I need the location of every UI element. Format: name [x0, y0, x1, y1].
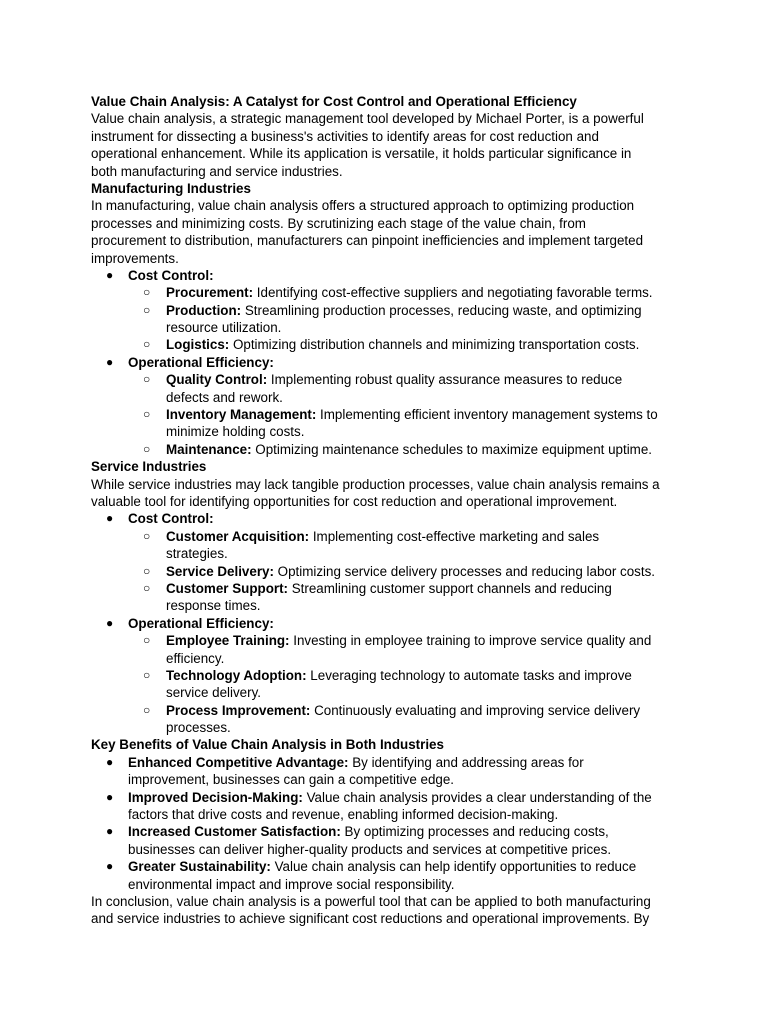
sub-list-item [91, 302, 691, 319]
item-text: Continuously evaluating and improving service delivery [310, 702, 641, 718]
item-label: Production: [166, 302, 242, 318]
list-item-label: Operational Efficiency: [128, 354, 274, 370]
item-text: Leveraging technology to automate tasks and improve [306, 667, 632, 683]
bullet-icon: ● [106, 754, 114, 769]
bullet-icon: ● [106, 615, 114, 630]
intro-line: instrument for dissecting a business's activities to identify areas for cost reduction and [91, 128, 599, 144]
item-label: Employee Training: [166, 633, 290, 649]
sub-list-item-continued: response times. [166, 598, 261, 614]
bullet-icon: ● [106, 789, 114, 804]
bullet-icon: ● [106, 267, 114, 282]
item-label: Service Delivery: [166, 563, 274, 579]
item-text: Implementing robust quality assurance measures to reduce [267, 372, 623, 388]
paragraph-line: processes and minimizing costs. By scrutinizing each stage of the value chain, from [91, 215, 586, 231]
item-text: Investing in employee training to improve service quality and [289, 633, 652, 649]
circle-bullet-icon: ○ [143, 667, 151, 682]
circle-bullet-icon: ○ [143, 407, 151, 422]
item-text: Value chain analysis can help identify opportunities to reduce [270, 859, 637, 875]
item-text: Optimizing maintenance schedules to maximize equipment uptime. [251, 441, 653, 457]
circle-bullet-icon: ○ [143, 285, 151, 300]
paragraph-line: improvements. [91, 250, 179, 266]
item-text: Implementing efficient inventory management systems to [316, 407, 658, 423]
item-label: Greater Sustainability: [128, 859, 271, 875]
item-label: Improved Decision-Making: [128, 789, 303, 805]
circle-bullet-icon: ○ [143, 441, 151, 456]
circle-bullet-icon: ○ [143, 337, 151, 352]
item-label: Enhanced Competitive Advantage: [128, 754, 349, 770]
sub-list-item-continued: defects and rework. [166, 389, 283, 405]
item-text: Value chain analysis provides a clear understanding of the [302, 789, 652, 805]
section-heading-benefits: Key Benefits of Value Chain Analysis in Both Industries [91, 737, 444, 753]
circle-bullet-icon: ○ [143, 302, 151, 317]
circle-bullet-icon: ○ [143, 563, 151, 578]
sub-list-item [91, 406, 691, 423]
item-text: By optimizing processes and reducing costs, [340, 824, 609, 840]
list-item [91, 267, 691, 284]
list-item [91, 789, 691, 806]
circle-bullet-icon: ○ [143, 580, 151, 595]
list-item-continued: factors that drive costs and revenue, enabling informed decision-making. [128, 807, 559, 823]
sub-list-item [91, 371, 691, 388]
item-label: Technology Adoption: [166, 667, 307, 683]
sub-list-item-continued: service delivery. [166, 685, 262, 701]
item-label: Customer Acquisition: [166, 528, 310, 544]
list-item [91, 615, 691, 632]
document-page [91, 93, 691, 928]
circle-bullet-icon: ○ [143, 633, 151, 648]
list-item [91, 823, 691, 840]
item-text: Identifying cost-effective suppliers and negotiating favorable terms. [253, 285, 653, 301]
list-item-label: Operational Efficiency: [128, 615, 274, 631]
sub-list-item-continued: efficiency. [166, 650, 225, 666]
intro-line: both manufacturing and service industries. [91, 163, 343, 179]
conclusion-line: In conclusion, value chain analysis is a powerful tool that can be applied to both manufacturing [91, 893, 651, 909]
list-item-continued: improvement, businesses can gain a competitive edge. [128, 772, 455, 788]
conclusion-line: and service industries to achieve significant cost reductions and operational improvements. By [91, 911, 650, 927]
section-heading-service: Service Industries [91, 459, 207, 475]
document-title: Value Chain Analysis: A Catalyst for Cost Control and Operational Efficiency [91, 94, 577, 109]
bullet-icon: ● [106, 511, 114, 526]
list-item [91, 858, 691, 875]
sub-list-item [91, 441, 691, 458]
sub-list-item [91, 563, 691, 580]
item-text: Implementing cost-effective marketing and sales [309, 528, 600, 544]
list-item [91, 754, 691, 771]
sub-list-item [91, 667, 691, 684]
bullet-icon: ● [106, 824, 114, 839]
sub-list-item [91, 336, 691, 353]
intro-line: Value chain analysis, a strategic management tool developed by Michael Porter, is a powerful [91, 111, 644, 127]
item-label: Maintenance: [166, 441, 252, 457]
item-label: Quality Control: [166, 372, 268, 388]
sub-list-item-continued: strategies. [166, 546, 228, 562]
item-label: Process Improvement: [166, 702, 311, 718]
intro-line: operational enhancement. While its application is versatile, it holds particular significance in [91, 146, 632, 162]
paragraph-line: While service industries may lack tangible production processes, value chain analysis remains a [91, 476, 660, 492]
item-label: Inventory Management: [166, 407, 317, 423]
item-label: Procurement: [166, 285, 254, 301]
item-text: Optimizing service delivery processes and reducing labor costs. [273, 563, 656, 579]
circle-bullet-icon: ○ [143, 372, 151, 387]
circle-bullet-icon: ○ [143, 702, 151, 717]
list-item-continued: environmental impact and improve social responsibility. [128, 876, 455, 892]
bullet-icon: ● [106, 859, 114, 874]
bullet-icon: ● [106, 354, 114, 369]
list-item-label: Cost Control: [128, 267, 214, 283]
list-item-label: Cost Control: [128, 511, 214, 527]
paragraph-line: In manufacturing, value chain analysis offers a structured approach to optimizing production [91, 198, 635, 214]
section-heading-manufacturing: Manufacturing Industries [91, 180, 251, 196]
sub-list-item [91, 284, 691, 301]
list-item [91, 354, 691, 371]
sub-list-item-continued: minimize holding costs. [166, 424, 305, 440]
paragraph-line: procurement to distribution, manufacturers can pinpoint inefficiencies and implement targeted [91, 233, 644, 249]
circle-bullet-icon: ○ [143, 528, 151, 543]
sub-list-item [91, 702, 691, 719]
sub-list-item-continued: resource utilization. [166, 320, 282, 336]
item-text: Optimizing distribution channels and minimizing transportation costs. [229, 337, 640, 353]
item-text: Streamlining customer support channels and reducing [288, 580, 612, 596]
item-text: By identifying and addressing areas for [348, 754, 584, 770]
item-label: Increased Customer Satisfaction: [128, 824, 341, 840]
sub-list-item [91, 580, 691, 597]
sub-list-item-continued: processes. [166, 720, 231, 736]
sub-list-item [91, 528, 691, 545]
item-text: Streamlining production processes, reducing waste, and optimizing [241, 302, 642, 318]
item-label: Customer Support: [166, 580, 288, 596]
paragraph-line: valuable tool for identifying opportunities for cost reduction and operational improvement. [91, 493, 618, 509]
list-item [91, 510, 691, 527]
item-label: Logistics: [166, 337, 230, 353]
sub-list-item [91, 632, 691, 649]
list-item-continued: businesses can deliver higher-quality products and services at competitive prices. [128, 841, 612, 857]
